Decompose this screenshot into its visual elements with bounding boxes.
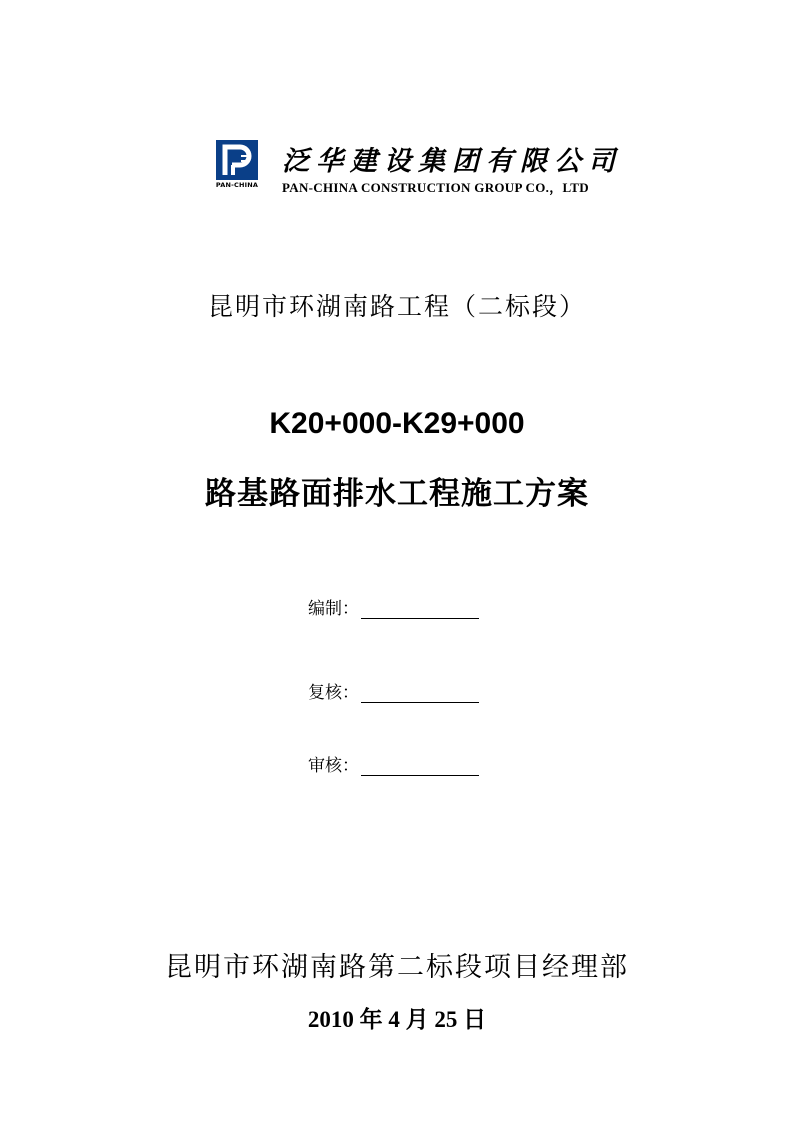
- logo-p-icon: [216, 140, 258, 180]
- document-date: 2010 年 4 月 25 日: [307, 1007, 487, 1032]
- signature-row-review: [308, 678, 479, 702]
- company-name-cn: 泛华建设集团有限公司: [282, 146, 622, 177]
- company-logo: [216, 140, 258, 190]
- organization-name: 昆明市环湖南路第二标段项目经理部: [165, 952, 629, 983]
- company-name-en: PAN-CHINA CONSTRUCTION GROUP CO.，LTD: [282, 180, 589, 195]
- signature-label: 复核：: [308, 683, 359, 703]
- project-title: 昆明市环湖南路工程（二标段）: [207, 292, 586, 321]
- document-title: 路基路面排水工程施工方案: [205, 476, 589, 512]
- signature-line: [361, 600, 479, 619]
- signature-row-approve: [308, 751, 479, 775]
- section-range: K20+000-K29+000: [269, 407, 525, 440]
- signature-line: [361, 757, 479, 776]
- signature-label: 审核：: [308, 756, 359, 776]
- signature-line: [361, 684, 479, 703]
- logo-caption: PAN-CHINA: [215, 181, 259, 189]
- signature-label: 编制：: [308, 599, 359, 619]
- signature-row-compile: [308, 594, 479, 618]
